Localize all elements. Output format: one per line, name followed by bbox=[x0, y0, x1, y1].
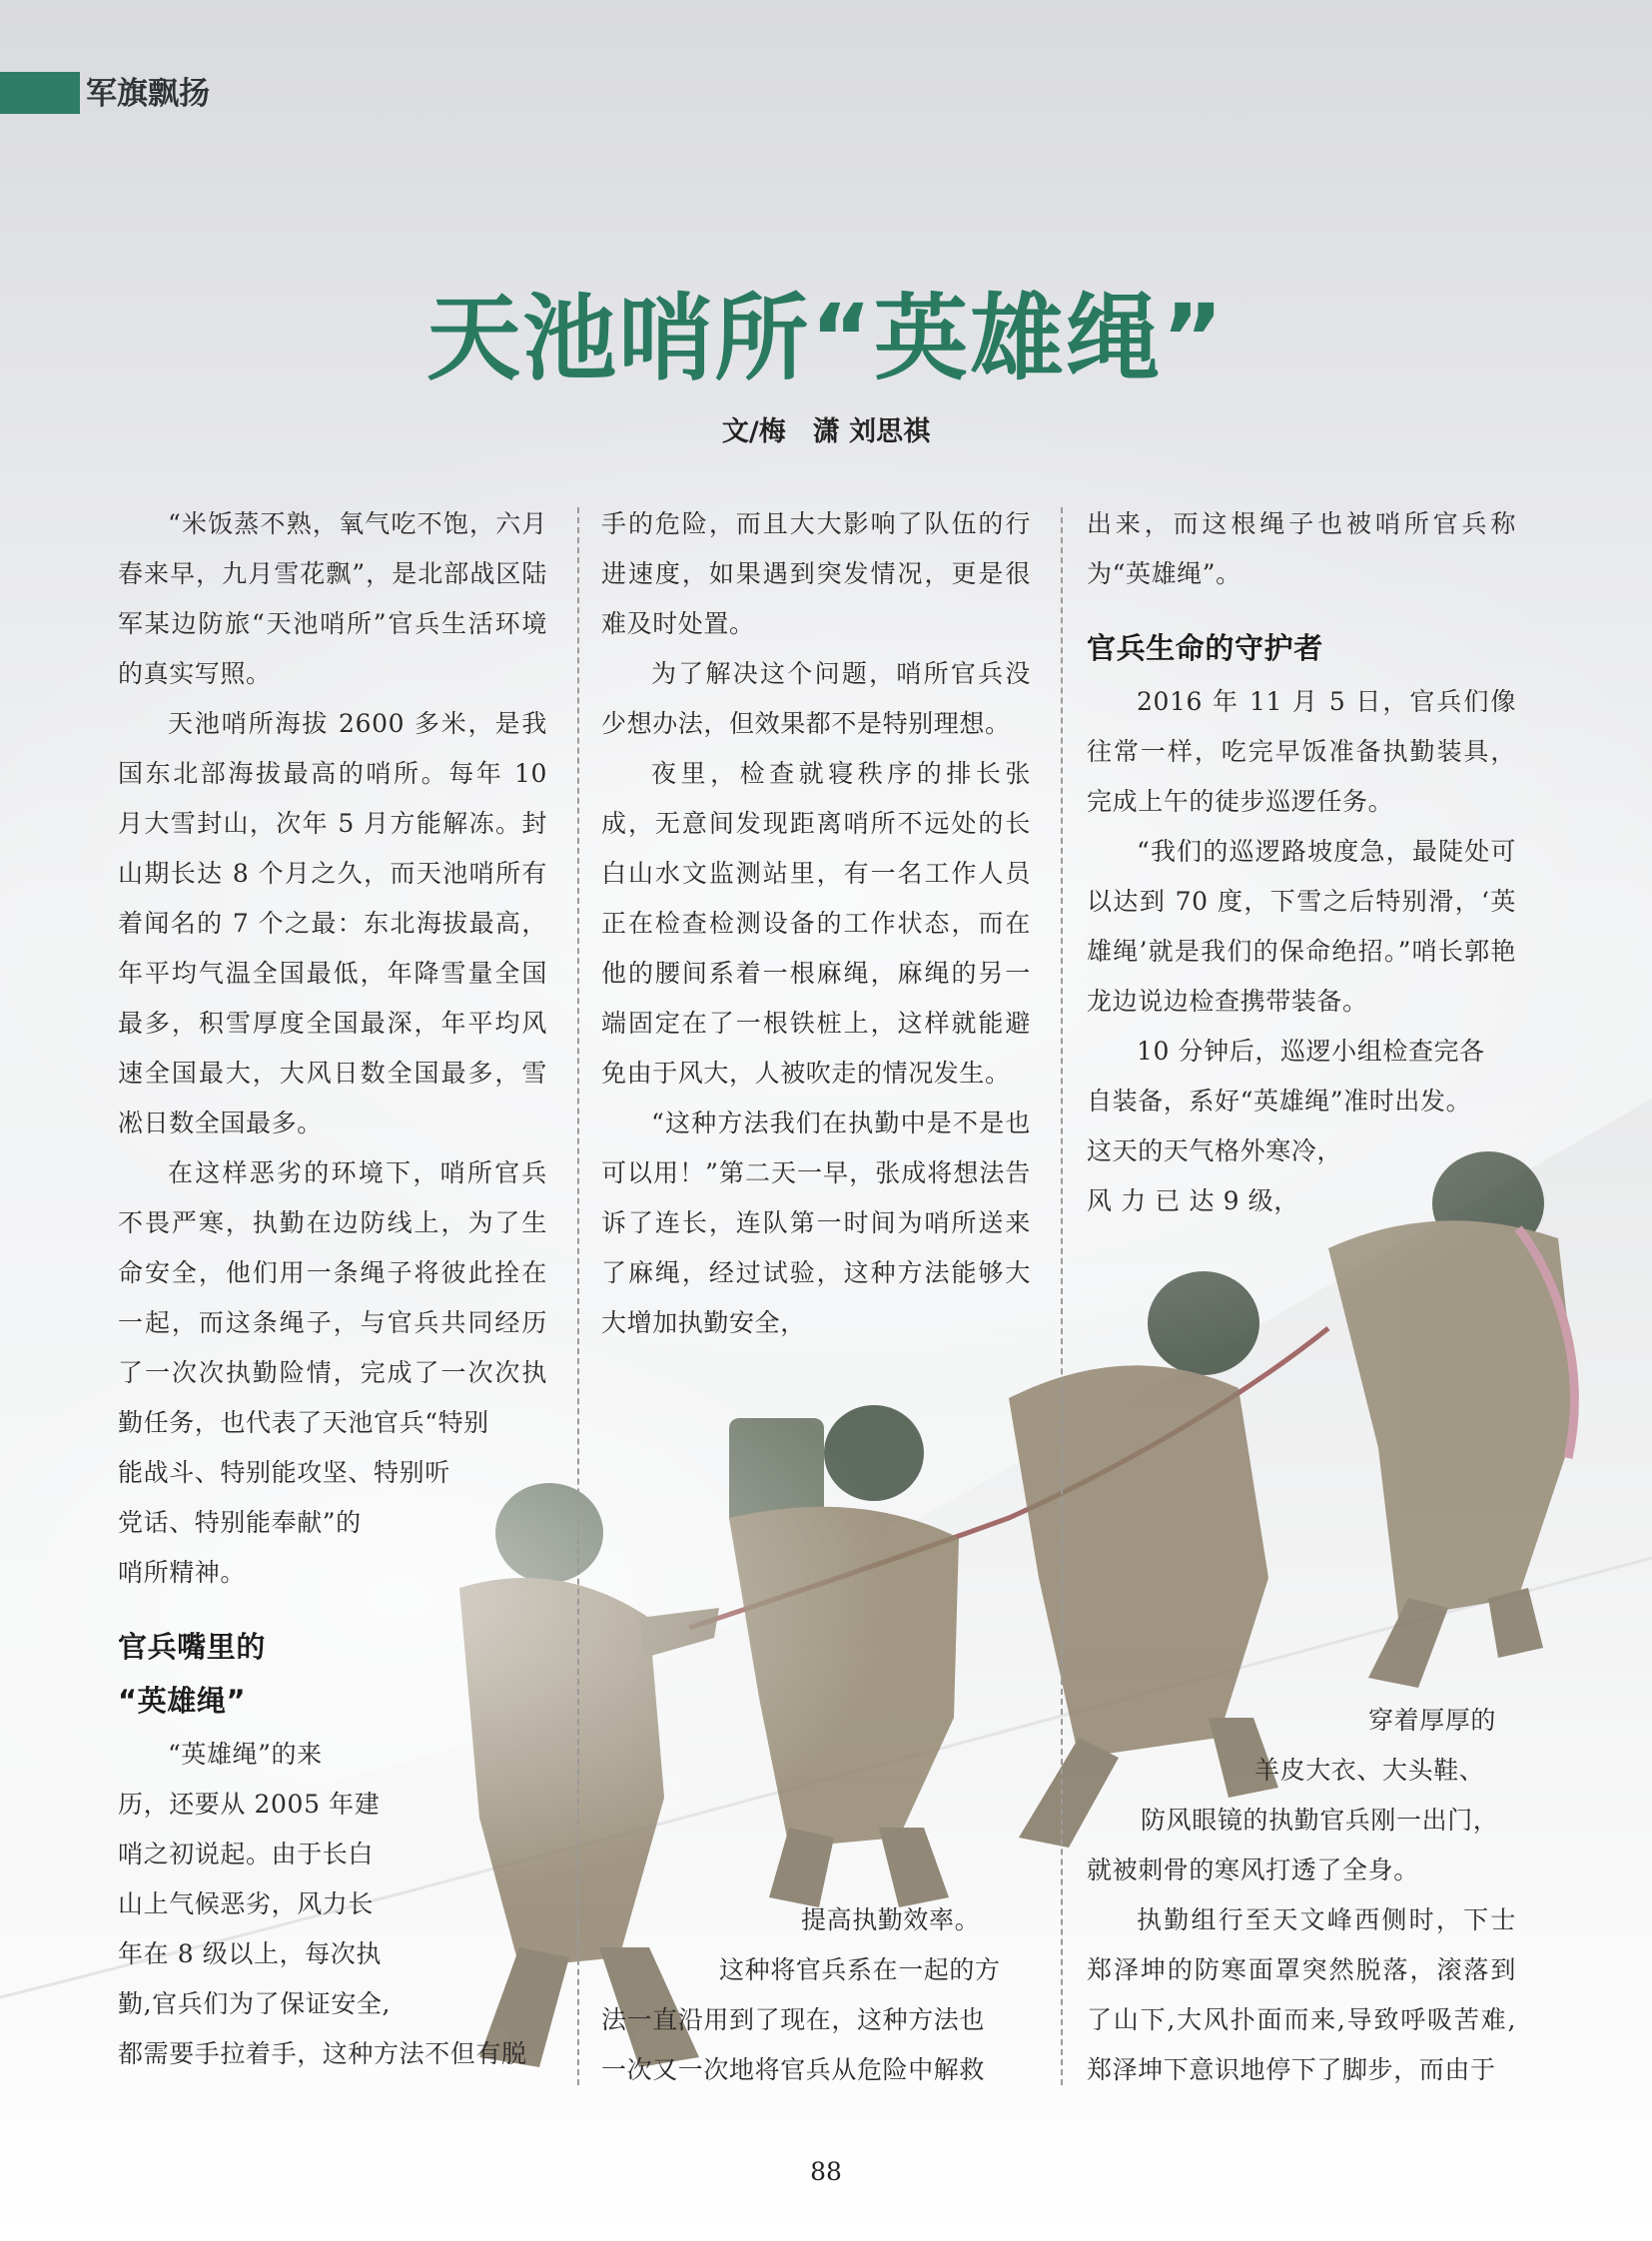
column-divider-2 bbox=[1061, 507, 1063, 2085]
page-number: 88 bbox=[810, 2157, 842, 2186]
column-1 bbox=[118, 499, 547, 2079]
column-3-bottom bbox=[1087, 1895, 1516, 2095]
paragraph-line: 山上气候恶劣，风力长 bbox=[118, 1889, 375, 1918]
paragraph: 在这样恶劣的环境下，哨所官兵不畏严寒，执勤在边防线上，为了生命安全，他们用一条绳子将彼此拴在一起，而这条绳子，与官兵共同经历了一次次执勤险情，完成了一次次执勤任务，也代表了天池官兵“特别 bbox=[118, 1158, 547, 1437]
paragraph: 夜里，检查就寝秩序的排长张成，无意间发现距离哨所不远处的长白山水文监测站里，有一名工作人员正在检查检测设备的工作状态，而在他的腰间系着一根麻绳，麻绳的另一端固定在了一根铁桩上，这样就能避免由于风大，人被吹走的情况发生。 bbox=[601, 759, 1031, 1088]
paragraph-line: 勤,官兵们为了保证安全, bbox=[118, 1989, 392, 2018]
article-byline: 文/梅 潇 刘思祺 bbox=[721, 416, 931, 447]
column-divider-1 bbox=[577, 507, 579, 2085]
paragraph: 执勤组行至天文峰西侧时，下士郑泽坤的防寒面罩突然脱落，滚落到了山下,大风扑面而来,导致呼吸苦难,郑泽坤下意识地停下了脚步，而由于 bbox=[1087, 1905, 1516, 2084]
paragraph-line: 党话、特别能奉献”的 bbox=[118, 1508, 362, 1537]
paragraph-line: 法一直沿用到了现在，这种方法也 bbox=[601, 2005, 986, 2034]
paragraph-line: 这种将官兵系在一起的方 bbox=[719, 1955, 1001, 1984]
paragraph: 2016 年 11 月 5 日，官兵们像往常一样，吃完早饭准备执勤装具，完成上午的徒步巡逻任务。 bbox=[1087, 687, 1516, 816]
column-3 bbox=[1087, 499, 1516, 1226]
paragraph-line: 这天的天气格外寒冷， bbox=[1087, 1136, 1343, 1165]
paragraph-line: 就被刺骨的寒风打透了全身。 bbox=[1087, 1856, 1419, 1884]
paragraph-line: 哨之初说起。由于长白 bbox=[118, 1840, 375, 1868]
paragraph-line: 都需要手拉着手，这种方法不但有脱 bbox=[118, 2039, 527, 2068]
paragraph: “米饭蒸不熟，氧气吃不饱，六月春来早，九月雪花飘”，是北部战区陆军某边防旅“天池哨所”官兵生活环境的真实写照。 bbox=[118, 509, 547, 688]
subheading: 官兵生命的守护者 bbox=[1087, 631, 1323, 665]
paragraph: “这种方法我们在执勤中是不是也可以用！”第二天一早，张成将想法告诉了连长，连队第一时间为哨所送来了麻绳，经过试验，这种方法能够大大增加执勤安全， bbox=[601, 1109, 1031, 1337]
paragraph-line: 穿着厚厚的 bbox=[1368, 1706, 1497, 1735]
paragraph: 手的危险，而且大大影响了队伍的行进速度，如果遇到突发情况，更是很难及时处置。 bbox=[601, 509, 1031, 638]
section-label: 军旗飘扬 bbox=[86, 76, 210, 112]
article-title: 天池哨所“英雄绳” bbox=[426, 285, 1226, 393]
paragraph-line: 历，还要从 2005 年建 bbox=[118, 1790, 381, 1819]
column-2 bbox=[601, 499, 1031, 1348]
paragraph: 出来，而这根绳子也被哨所官兵称为“英雄绳”。 bbox=[1087, 509, 1516, 588]
paragraph: 为了解决这个问题，哨所官兵没少想办法，但效果都不是特别理想。 bbox=[601, 659, 1031, 738]
subheading-line-2: “英雄绳” bbox=[118, 1684, 247, 1718]
paragraph-line: 提高执勤效率。 bbox=[801, 1905, 981, 1934]
subheading-line-1: 官兵嘴里的 bbox=[118, 1630, 267, 1664]
paragraph-line: 防风眼镜的执勤官兵刚一出门， bbox=[1141, 1806, 1499, 1835]
paragraph: “我们的巡逻路坡度急，最陡处可以达到 70 度，下雪之后特别滑，‘英雄绳’就是我们的保命绝招。”哨长郭艳龙边说边检查携带装备。 bbox=[1087, 837, 1516, 1016]
paragraph-line: 一次又一次地将官兵从危险中解救 bbox=[601, 2055, 986, 2084]
paragraph-line: 哨所精神。 bbox=[118, 1558, 247, 1587]
paragraph-line: “英雄绳”的来 bbox=[168, 1740, 323, 1769]
paragraph-line: 10 分钟后，巡逻小组检查完各 bbox=[1137, 1037, 1485, 1066]
paragraph-line: 自装备，系好“英雄绳”准时出发。 bbox=[1087, 1087, 1472, 1116]
paragraph-line: 能战斗、特别能攻坚、特别听 bbox=[118, 1458, 450, 1487]
paragraph: 天池哨所海拔 2600 多米，是我国东北部海拔最高的哨所。每年 10 月大雪封山，次年 5 月方能解冻。封山期长达 8 个月之久，而天池哨所有着闻名的 7 个之最：东北海拔最高，年平均气温全国最低，年降雪量全国最多，积雪厚度全国最深，年平均风速全国最大，大风日数全国最多，雪凇日数全国最多。 bbox=[118, 709, 547, 1137]
paragraph-line: 年在 8 级以上，每次执 bbox=[118, 1939, 383, 1968]
section-color-tab bbox=[0, 72, 80, 114]
paragraph-line: 风 力 已 达 9 级， bbox=[1087, 1186, 1299, 1215]
paragraph-line: 羊皮大衣、大头鞋、 bbox=[1254, 1756, 1485, 1785]
